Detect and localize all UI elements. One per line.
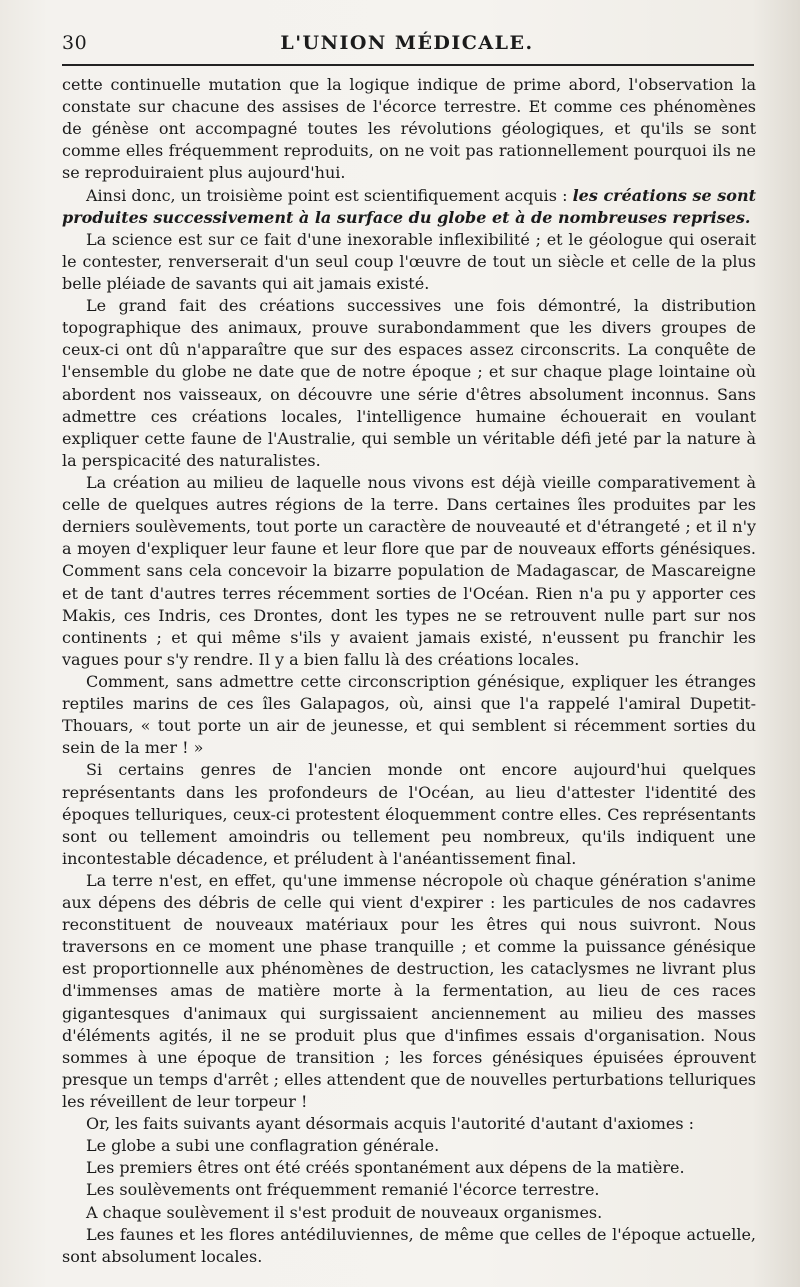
paragraph-third-point — [62, 185, 756, 229]
axiom-item: Les soulèvements ont fréquemment remanié l'écorce terrestre. — [86, 1180, 600, 1200]
paragraph: La science est sur ce fait d'une inexorable inflexibilité ; et le géologue qui oserait le contester, renverserait d'un seul coup l'œuvre de tout un siècle et celle de la plus belle pléiade de savants qui ait jamais existé. — [62, 229, 756, 293]
paragraph: La création au milieu de laquelle nous vivons est déjà vieille comparativement à celle de quelques autres régions de la terre. Dans certaines îles produites par les derniers soulèvements, tout porte un caractère de nouveauté et d'étrangeté ; et il n'y a moyen d'expliquer leur faune et leur flore que par de nouveaux efforts génésiques. Comment sans cela concevoir la bizarre population de Madagascar, de Mascareigne et de tant d'autres terres récemment sorties de l'Océan. Rien n'a pu y apporter ces Makis, ces Indris, ces Drontes, dont les types ne se retrouvent nulle part sur nos continents ; et qui même s'ils y avaient jamais existé, n'eussent pu franchir les vagues pour s'y rendre. Il y a bien fallu là des créations locales. — [62, 472, 756, 669]
paragraph: Le grand fait des créations successives une fois démontré, la distribution topographique des animaux, prouve surabondamment que les divers groupes de ceux-ci ont dû n'apparaître que sur des espaces assez circonscrits. La conquête de l'ensemble du globe ne date que de notre époque ; et sur chaque plage lointaine où abordent nos vaisseaux, on découvre une série d'êtres absolument inconnus. Sans admettre ces créations locales, l'intelligence humaine échouerait en voulant expliquer cette faune de l'Australie, qui semble un véritable défi jeté par la nature à la perspicacité des naturalistes. — [62, 296, 756, 470]
paragraph-lead: Ainsi donc, un troisième point est scientifiquement acquis : — [86, 185, 573, 205]
paragraph-continued: cette continuelle mutation que la logique indique de prime abord, l'observation la constate sur chacune des assises de l'écorce terrestre. Et comme ces phénomènes de génèse ont accompagné toutes les révolutions géologiques, et qu'ils se sont comme elles fréquemment reproduits, on ne voit pas rationnellement pourquoi ils ne se reproduiraient plus aujourd'hui. — [62, 75, 756, 183]
page-number: 30 — [62, 32, 88, 54]
paragraph: Si certains genres de l'ancien monde ont encore aujourd'hui quelques représentants dans les profondeurs de l'Océan, au lieu d'attester l'identité des époques telluriques, ceux-ci protestent éloquemment contre elles. Ces représentants sont ou tellement amoindris ou tellement peu nombreux, qu'ils indiquent une incontestable décadence, et préludent à l'anéantissement final. — [62, 760, 756, 868]
body-text — [62, 74, 756, 1268]
paragraph: Comment, sans admettre cette circonscription génésique, expliquer les étranges reptiles marins de ces îles Galapagos, où, ainsi que l'a rappelé l'amiral Dupetit-Thouars, « tout porte un air de jeunesse, et qui semblent si récemment sorties du sein de la mer ! » — [62, 671, 756, 758]
emphasized-conclusion: les créations se sont produites successivement à la surface du globe et à de nombreuses reprises. — [62, 185, 757, 227]
axiom-item: A chaque soulèvement il s'est produit de nouveaux organismes. — [86, 1202, 603, 1222]
header-rule — [62, 64, 754, 66]
paragraph: La terre n'est, en effet, qu'une immense nécropole où chaque génération s'anime aux dépens des débris de celle qui vient d'expirer : les particules de nos cadavres reconstituent de nouveaux matériaux pour les êtres qui nous suivront. Nous traversons en ce moment une phase tranquille ; et comme la puissance génésique est proportionnelle aux phénomènes de destruction, les cataclysmes ne livrant plus d'immenses amas de matière morte à la fermentation, au lieu de ces races gigantesques d'animaux qui surgissaient anciennement au milieu des masses d'éléments agités, il ne se produit plus que d'infimes essais d'organisation. Nous sommes à une époque de transition ; les forces génésiques épuisées éprouvent presque un temps d'arrêt ; elles attendent que de nouvelles perturbations telluriques les réveillent de leur torpeur ! — [62, 870, 756, 1112]
paragraph-axioms-intro: Or, les faits suivants ayant désormais acquis l'autorité d'autant d'axiomes : — [86, 1114, 695, 1134]
axiom-item: Les premiers êtres ont été créés spontanément aux dépens de la matière. — [86, 1158, 685, 1178]
axiom-item: Le globe a subi une conflagration générale. — [86, 1136, 440, 1156]
running-title: L'UNION MÉDICALE. — [280, 32, 534, 54]
axiom-item: Les faunes et les flores antédiluviennes, de même que celles de l'époque actuelle, sont absolument locales. — [62, 1224, 756, 1266]
running-header — [62, 28, 752, 62]
